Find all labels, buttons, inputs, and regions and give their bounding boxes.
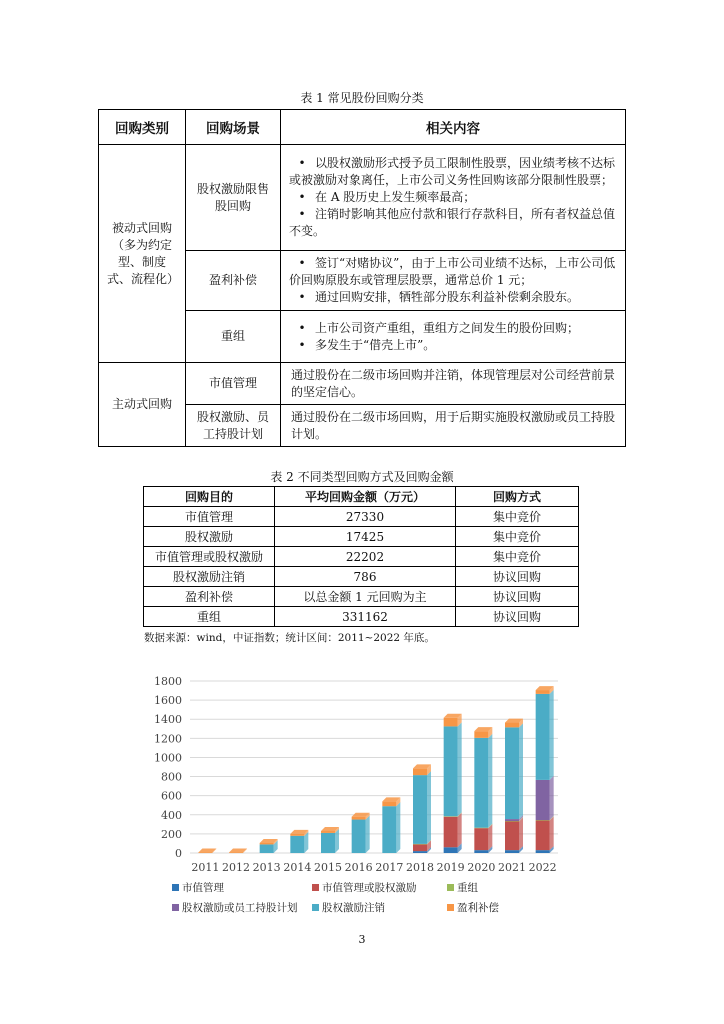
cell: 股权激励注销 (144, 567, 275, 587)
scene-label: 重组 (220, 329, 245, 343)
bullet-item: • 上市公司资产重组，重组方之间发生的股份回购； (298, 320, 580, 335)
bar-segment-side (488, 734, 492, 828)
bar-segment (444, 718, 458, 727)
bar-segment (382, 801, 396, 806)
bullet-text: 上市公司资产重组，重组方之间发生的股份回购； (315, 320, 580, 335)
bar-segment (536, 694, 550, 780)
bar-segment (413, 768, 427, 775)
cell: 集中竞价 (456, 527, 579, 547)
bar-segment (352, 820, 366, 853)
bar-segment (505, 727, 519, 819)
content-cell (281, 311, 626, 363)
scene-label: 股权激励限售股回购 (196, 181, 269, 213)
table-row (144, 567, 579, 587)
bullet-text: 注销时影响其他应付款和银行存款科目，所有者权益总值不变。 (289, 207, 616, 238)
bar-segment-side (550, 776, 554, 820)
cell: 331162 (275, 607, 456, 627)
active-category-cell (99, 363, 186, 447)
y-tick-label: 1200 (154, 732, 182, 746)
chart-legend (172, 881, 499, 914)
table-row (144, 607, 579, 627)
bar-segment (505, 819, 519, 821)
cell: 股权激励 (144, 527, 275, 547)
bar-segment (321, 831, 335, 833)
y-axis (154, 675, 182, 860)
table-row (144, 587, 579, 607)
bar-segment (536, 780, 550, 820)
bar-segment (413, 775, 427, 844)
table2-header: 平均回购金额（万元） (275, 487, 456, 507)
bar-segment-side (519, 723, 523, 819)
bar-segment (382, 806, 396, 853)
x-tick-label: 2016 (344, 861, 373, 874)
scene-label: 盈利补偿 (208, 273, 257, 287)
bar-segment (474, 850, 488, 853)
cell: 协议回购 (456, 567, 579, 587)
bar-segment (444, 847, 458, 853)
x-tick-label: 2018 (406, 861, 434, 874)
y-tick-label: 400 (161, 808, 182, 822)
bullet-item: • 以股权激励形式授予员工限制性股票，因业绩考核不达标或被激励对象离任，上市公司义务性回购该部分限制性股票； (289, 156, 616, 187)
x-tick-label: 2019 (436, 861, 465, 874)
bar-segment-side (366, 816, 370, 853)
chart-grid (190, 681, 558, 853)
bar-segment-side (550, 690, 554, 780)
table2 (143, 486, 579, 627)
table2-header: 回购方式 (456, 487, 579, 507)
legend-swatch (447, 884, 454, 891)
bar-segment (505, 821, 519, 822)
bar-segment-side (335, 829, 339, 853)
table-row (99, 363, 626, 405)
bar-segment-side (458, 722, 462, 816)
bar-segment-side (488, 824, 492, 850)
x-tick-label: 2017 (375, 861, 404, 874)
bar-segment-side (396, 802, 400, 853)
y-tick-label: 1800 (154, 675, 182, 688)
y-tick-label: 200 (161, 827, 182, 841)
bar-segment (505, 850, 519, 853)
y-tick-label: 1000 (154, 751, 182, 765)
passive-category: 被动式回购（多为约定型、制度式、流程化） (107, 220, 180, 286)
x-tick-label: 2022 (528, 861, 557, 874)
legend-label: 市值管理 (182, 882, 224, 894)
cell: 市值管理 (144, 507, 275, 527)
bar-segment (413, 851, 427, 853)
scene-cell (186, 145, 281, 251)
y-tick-label: 600 (161, 789, 182, 803)
y-tick-label: 0 (175, 847, 182, 860)
table2-header: 回购目的 (144, 487, 275, 507)
legend-label: 重组 (457, 882, 478, 894)
y-tick-label: 1600 (154, 694, 182, 708)
bar-segment (290, 834, 304, 836)
bar-segment (536, 690, 550, 694)
content-cell (281, 145, 626, 251)
x-tick-label: 2021 (498, 861, 526, 874)
bar-segment (536, 820, 550, 821)
cell: 重组 (144, 607, 275, 627)
bar-segment-side (550, 817, 554, 851)
cell: 协议回购 (456, 587, 579, 607)
bar-segment-side (458, 813, 462, 848)
table2-header-row (144, 487, 579, 507)
x-tick-label: 2020 (467, 861, 496, 874)
y-tick-label: 800 (161, 770, 182, 784)
bullet-item: • 注销时影响其他应付款和银行存款科目，所有者权益总值不变。 (289, 207, 616, 238)
bullet-item: • 签订“对赌协议”，由于上市公司业绩不达标，上市公司低价回购原股东或管理层股票，通常总价 1 元； (289, 256, 616, 287)
x-tick-label: 2011 (191, 861, 220, 874)
legend-swatch (312, 884, 319, 891)
legend-swatch (312, 904, 319, 911)
bullet-text: 以股权激励形式授予员工限制性股票，因业绩考核不达标或被激励对象离任，上市公司义务性回购该部分限制性股票； (289, 156, 616, 187)
bar-segment (474, 828, 488, 850)
data-source-note: 数据来源：wind，中证指数；统计区间：2011~2022 年底。 (144, 632, 435, 644)
scene-cell (186, 311, 281, 363)
bullet-item: • 在 A 股历史上发生频率最高； (298, 190, 476, 204)
x-axis (191, 861, 556, 874)
scene-cell (186, 363, 281, 405)
bullet-text: 通过回购安排，牺牲部分股东利益补偿剩余股东。 (315, 290, 580, 304)
bar-segment (474, 738, 488, 828)
chart-bars (198, 686, 553, 853)
bar-segment (474, 731, 488, 738)
content-cell (281, 405, 626, 447)
bar-segment (198, 853, 212, 854)
bar-segment (536, 821, 550, 851)
bar-segment (413, 844, 427, 851)
table-row (99, 145, 626, 251)
passive-category-cell (99, 145, 186, 363)
content-cell (281, 251, 626, 311)
page-number: 3 (358, 933, 366, 946)
table1-header: 回购类别 (99, 110, 186, 145)
cell: 27330 (275, 507, 456, 527)
bar-segment (536, 850, 550, 853)
active-category: 主动式回购 (111, 397, 172, 411)
bar-segment (444, 726, 458, 816)
bullet-text: 在 A 股历史上发生频率最高； (315, 190, 476, 204)
x-tick-label: 2012 (222, 861, 250, 874)
bar-segment (260, 844, 274, 853)
content-text: 通过股份在二级市场回购，用于后期实施股权激励或员工持股计划。 (291, 409, 616, 441)
bullet-text: 签订“对赌协议”，由于上市公司业绩不达标，上市公司低价回购原股东或管理层股票，通常总价 1 元； (289, 256, 616, 287)
cell: 协议回购 (456, 607, 579, 627)
table1-header: 相关内容 (281, 110, 626, 145)
legend-swatch (447, 904, 454, 911)
bar-top (198, 849, 216, 853)
cell: 市值管理或股权激励 (144, 547, 275, 567)
bar-segment (444, 817, 458, 848)
legend-label: 盈利补偿 (457, 902, 499, 914)
x-tick-label: 2015 (314, 861, 342, 874)
bar-segment (444, 816, 458, 817)
cell: 22202 (275, 547, 456, 567)
cell: 以总金额 1 元回购为主 (275, 587, 456, 607)
legend-label: 股权激励或员工持股计划 (182, 902, 298, 914)
legend-label: 市值管理或股权激励 (322, 882, 417, 894)
cell: 集中竞价 (456, 547, 579, 567)
bullet-item: • 多发生于“借壳上市”。 (298, 337, 436, 352)
table-row (144, 547, 579, 567)
scene-cell (186, 405, 281, 447)
bar-segment (321, 833, 335, 853)
bar-segment (505, 723, 519, 728)
bar-top (229, 849, 247, 853)
legend-swatch (172, 904, 179, 911)
bar-segment (474, 828, 488, 829)
cell: 集中竞价 (456, 507, 579, 527)
table-row (144, 527, 579, 547)
cell: 盈利补偿 (144, 587, 275, 607)
table1-caption: 表 1 常见股份回购分类 (300, 91, 424, 105)
bar-segment-side (519, 817, 523, 850)
bullet-item: • 通过回购安排，牺牲部分股东利益补偿剩余股东。 (298, 290, 580, 304)
table1-header: 回购场景 (186, 110, 281, 145)
legend-label: 股权激励注销 (322, 902, 385, 914)
bar-segment (260, 843, 274, 844)
scene-label: 股权激励、员工持股计划 (196, 409, 269, 441)
bar-segment (229, 853, 243, 854)
y-tick-label: 1400 (154, 713, 182, 727)
bar-segment-side (427, 771, 431, 844)
stacked-bar-chart (148, 665, 580, 920)
bar-segment (413, 844, 427, 845)
content-cell (281, 363, 626, 405)
x-tick-label: 2014 (283, 861, 312, 874)
bar-segment (505, 821, 519, 850)
bar-segment (352, 817, 366, 820)
scene-label: 市值管理 (208, 376, 257, 390)
table-row (144, 507, 579, 527)
content-text: 通过股份在二级市场回购并注销，体现管理层对公司经营前景的坚定信心。 (291, 367, 616, 399)
cell: 17425 (275, 527, 456, 547)
bullet-text: 多发生于“借壳上市”。 (315, 337, 436, 352)
table1 (98, 109, 626, 447)
x-tick-label: 2013 (252, 861, 281, 874)
bar-segment (290, 836, 304, 853)
table1-header-row (99, 110, 626, 145)
table2-caption: 表 2 不同类型回购方式及回购金额 (270, 470, 454, 484)
scene-cell (186, 251, 281, 311)
legend-swatch (172, 884, 179, 891)
cell: 786 (275, 567, 456, 587)
